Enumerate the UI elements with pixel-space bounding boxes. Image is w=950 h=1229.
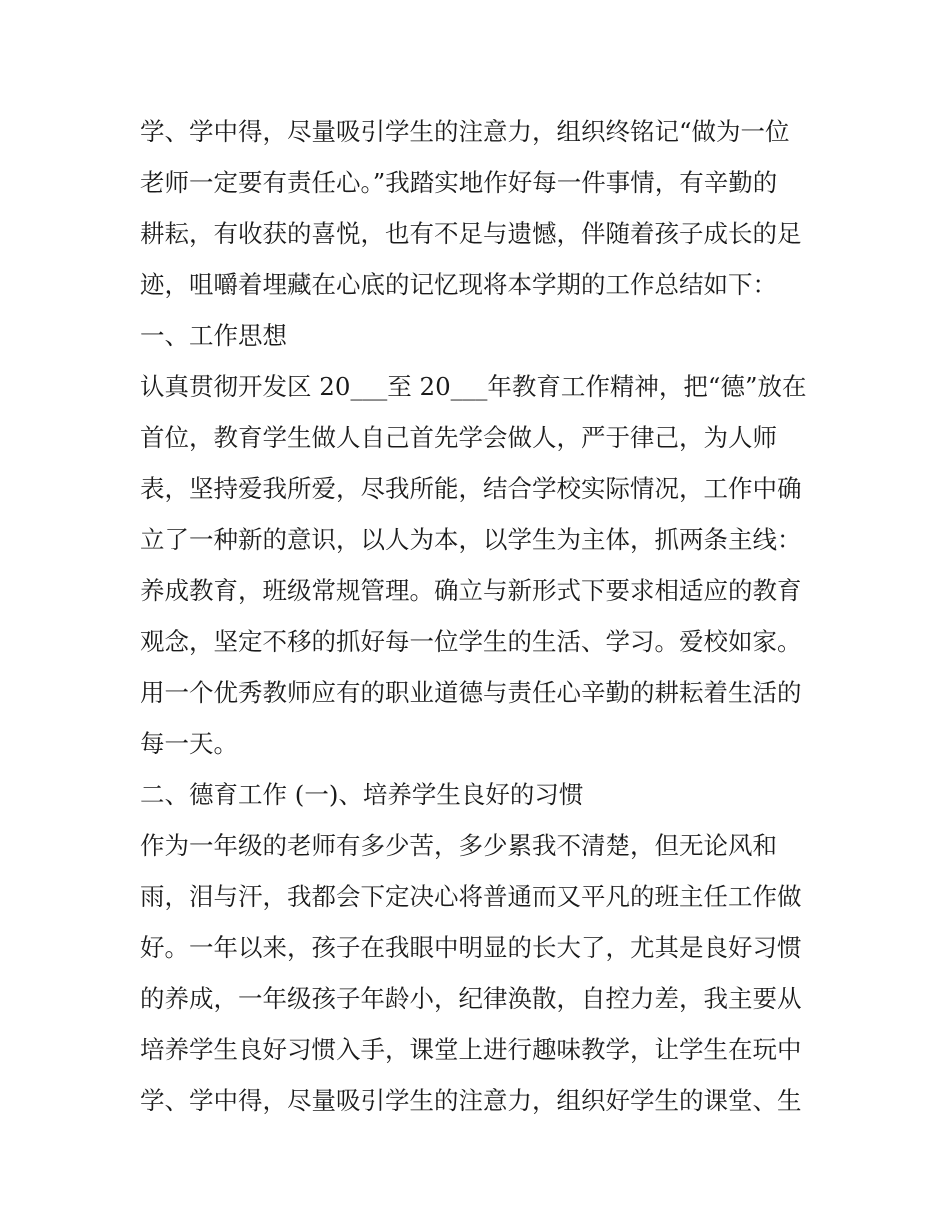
text-line-8: 表，坚持爱我所爱，尽我所能，结合学校实际情况，工作中确 — [140, 474, 802, 503]
section-heading-work-thoughts: 一、工作思想 — [140, 321, 287, 350]
text-line-18: 的养成，一年级孩子年龄小，纪律涣散，自控力差，我主要从 — [140, 984, 802, 1013]
section-heading-moral-education: 二、德育工作 (一)、培养学生良好的习惯 — [140, 780, 584, 809]
text-line-7: 首位，教育学生做人自己首先学会做人，严于律己，为人师 — [140, 423, 777, 452]
text-line-2: 老师一定要有责任心。”我踏实地作好每一件事情，有辛勤的 — [140, 168, 778, 197]
text-line-11: 观念，坚定不移的抓好每一位学生的生活、学习。爱校如家。 — [140, 627, 802, 656]
document-body — [140, 106, 820, 1126]
text-line-19: 培养学生良好习惯入手，课堂上进行趣味教学，让学生在玩中 — [140, 1035, 802, 1064]
text-line-10: 养成教育，班级常规管理。确立与新形式下要求相适应的教育 — [140, 576, 802, 605]
text-line-3: 耕耘，有收获的喜悦，也有不足与遗憾，伴随着孩子成长的足 — [140, 219, 802, 248]
text-line-9: 立了一种新的意识，以人为本，以学生为主体，抓两条主线： — [140, 525, 802, 554]
text-line-17: 好。一年以来，孩子在我眼中明显的长大了，尤其是良好习惯 — [140, 933, 802, 962]
text-line-16: 雨，泪与汗，我都会下定决心将普通而又平凡的班主任工作做 — [140, 882, 802, 911]
text-line-15: 作为一年级的老师有多少苦，多少累我不清楚，但无论风和 — [140, 831, 777, 860]
text-line-12: 用一个优秀教师应有的职业道德与责任心辛勤的耕耘着生活的 — [140, 678, 802, 707]
text-line-6: 认真贯彻开发区 20___至 20___年教育工作精神，把“德”放在 — [140, 372, 807, 401]
text-line-13: 每一天。 — [140, 729, 238, 758]
text-line-4: 迹，咀嚼着埋藏在心底的记忆现将本学期的工作总结如下： — [140, 270, 777, 299]
text-line-1: 学、学中得，尽量吸引学生的注意力，组织终铭记“做为一位 — [140, 117, 790, 146]
text-line-20: 学、学中得，尽量吸引学生的注意力，组织好学生的课堂、生 — [140, 1086, 802, 1115]
